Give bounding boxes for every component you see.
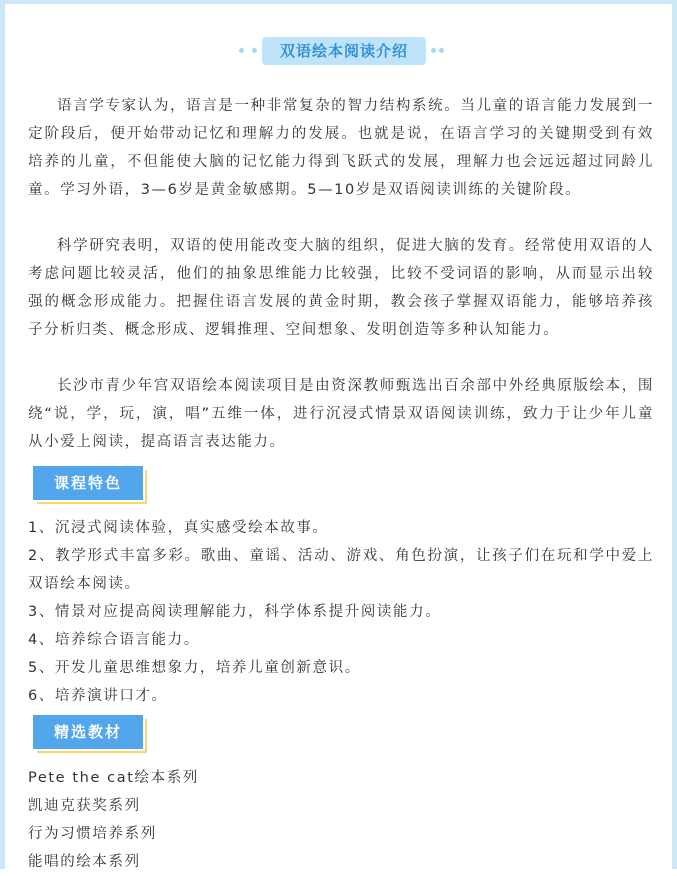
- materials-list: [28, 764, 654, 876]
- feature-item: 4、培养综合语言能力。: [28, 632, 200, 648]
- title-banner: [5, 34, 677, 68]
- features-heading-tag: [33, 466, 143, 500]
- features-list: [28, 514, 654, 710]
- material-item: Pete the cat绘本系列: [28, 770, 199, 786]
- feature-item: 6、培养演讲口才。: [28, 688, 168, 704]
- feature-item: 5、开发儿童思维想象力，培养儿童创新意识。: [28, 660, 361, 676]
- feature-item: 1、沉浸式阅读体验，真实感受绘本故事。: [28, 520, 329, 536]
- materials-heading: 精选教材: [33, 715, 143, 749]
- material-item: 行为习惯培养系列: [28, 826, 157, 842]
- title-dot-right: [439, 48, 444, 53]
- material-item: 凯迪克获奖系列: [28, 798, 141, 814]
- intro-paragraph-3: 长沙市青少年宫双语绘本阅读项目是由资深教师甄选出百余部中外经典原版绘本，围绕“说，学，玩，演，唱”五维一体，进行沉浸式情景双语阅读训练，致力于让少年儿童从小爱上阅读，提高语言表达能力。: [28, 378, 654, 450]
- material-item: 能唱的绘本系列: [28, 854, 141, 870]
- page-title: 双语绘本阅读介绍: [262, 37, 426, 65]
- feature-item: 3、情景对应提高阅读理解能力，科学体系提升阅读能力。: [28, 604, 442, 620]
- intro-paragraph-2: 科学研究表明，双语的使用能改变大脑的组织，促进大脑的发育。经常使用双语的人考虑问题比较灵活，他们的抽象思维能力比较强，比较不受词语的影响，从而显示出较强的概念形成能力。把握住语言发展的黄金时期，教会孩子掌握双语能力，能够培养孩子分析归类、概念形成、逻辑推理、空间想象、发明创造等多种认知能力。: [28, 238, 654, 338]
- feature-item: 2、教学形式丰富多彩。歌曲、童谣、活动、游戏、角色扮演，让孩子们在玩和学中爱上双语绘本阅读。: [28, 548, 654, 592]
- title-dot-left: [239, 48, 244, 53]
- features-heading: 课程特色: [33, 466, 143, 500]
- intro-paragraph-1: 语言学专家认为，语言是一种非常复杂的智力结构系统。当儿童的语言能力发展到一定阶段后，便开始带动记忆和理解力的发展。也就是说，在语言学习的关键期受到有效培养的儿童，不但能使大脑的记忆能力得到飞跃式的发展，理解力也会远远超过同龄儿童。学习外语，3—6岁是黄金敏感期。5—10岁是双语阅读训练的关键阶段。: [28, 98, 654, 198]
- materials-heading-tag: [33, 715, 143, 749]
